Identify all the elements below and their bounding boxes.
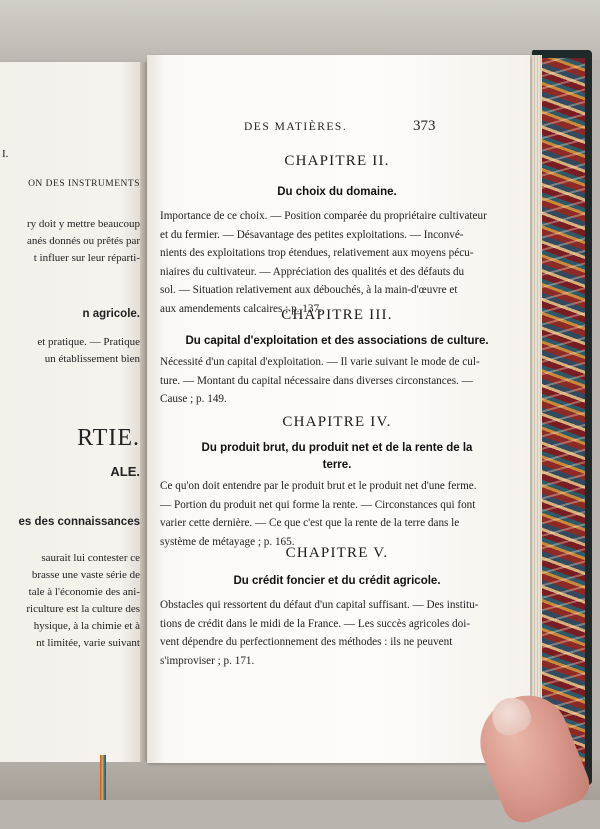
summary-line: et du fermier. — Désavantage des petites exploitations. — Inconvé- (160, 228, 464, 241)
left-page-line: nt limitée, varie suivant (36, 637, 140, 649)
left-page-line: et pratique. — Pratique (37, 336, 140, 348)
left-page-line: un établissement bien (44, 353, 140, 365)
summary-line: Nécessité d'un capital d'exploitation. — Il varie suivant le mode de cul- (160, 356, 480, 368)
chapter-heading: CHAPITRE III. (281, 307, 393, 323)
ribbon-bookmark (100, 755, 106, 800)
summary-line: aux amendements calcaires ; p. 137. (160, 302, 322, 315)
left-page-line: tale à l'économie des ani- (28, 586, 140, 598)
left-page-line: riculture est la culture des (26, 603, 140, 615)
chapter-title (157, 440, 517, 474)
left-page-line: t influer sur leur réparti- (33, 252, 140, 264)
left-page-line: hysique, à la chimie et à (33, 620, 140, 632)
left-page-line: brasse une vaste série de (31, 569, 140, 581)
running-head: DES MATIÈRES. (244, 121, 348, 133)
left-page-line: ALE. (110, 464, 140, 479)
left-page-line: ON DES INSTRUMENTS (28, 179, 140, 189)
left-page-line: ry doit y mettre beaucoup (26, 218, 140, 230)
left-page (0, 62, 150, 762)
summary-line: système de métayage ; p. 165. (160, 535, 295, 548)
chapter-summary (160, 353, 515, 409)
title-line: terre. (322, 459, 352, 471)
summary-line: vent dépendre du perfectionnement des méthodes : ils ne peuvent (160, 636, 453, 649)
left-page-line: n agricole. (82, 308, 140, 320)
chapter-heading: CHAPITRE V. (285, 545, 389, 561)
summary-line: varier cette dernière. — Ce que c'est que la rente de la terre dans le (160, 517, 460, 530)
chapter-summary (160, 596, 515, 670)
left-page-line: saurait lui contester ce (41, 552, 140, 564)
background-top (0, 0, 600, 60)
summary-line: Obstacles qui ressortent du défaut d'un capital suffisant. — Des institu- (160, 599, 479, 611)
summary-line: sol. — Situation relativement aux débouchés, à la main-d'œuvre et (160, 284, 458, 297)
summary-line: tions de crédit dans le midi de la France. — Les succès agricoles doi- (160, 617, 471, 630)
chapter-summary (160, 477, 515, 551)
summary-line: niaires du cultivateur. — Appréciation des qualités et des défauts du (160, 265, 465, 278)
chapter-title: Du crédit foncier et du crédit agricole. (233, 575, 441, 587)
page-number: 373 (413, 118, 436, 134)
chapter-heading: CHAPITRE IV. (282, 414, 392, 430)
left-page-line: RTIE. (77, 425, 140, 451)
left-page-line: anés donnés ou prêtés par (26, 235, 140, 247)
marbled-page-edge (540, 58, 585, 780)
summary-line: Ce qu'on doit entendre par le produit brut et le produit net d'une ferme. (160, 480, 477, 492)
chapter-title: Du capital d'exploitation et des associations de culture. (185, 335, 489, 347)
left-page-line: I. (2, 148, 9, 160)
summary-line: nients des exploitations trop étendues, relativement aux moyens pécu- (160, 247, 474, 260)
chapter-title: Du choix du domaine. (277, 186, 397, 198)
title-line: Du produit brut, du produit net et de la rente de la (201, 442, 473, 454)
summary-line: — Portion du produit net qui forme la rente. — Circonstances qui font (160, 498, 476, 511)
summary-line: Cause ; p. 149. (160, 393, 227, 406)
summary-line: s'improviser ; p. 171. (160, 654, 255, 667)
chapter-summary (160, 207, 515, 319)
chapter-heading: CHAPITRE II. (284, 153, 390, 169)
left-page-line: es des connaissances (18, 516, 140, 528)
summary-line: Importance de ce choix. — Position comparée du propriétaire cultivateur (160, 210, 487, 222)
summary-line: ture. — Montant du capital nécessaire dans diverses circonstances. — (160, 374, 473, 387)
